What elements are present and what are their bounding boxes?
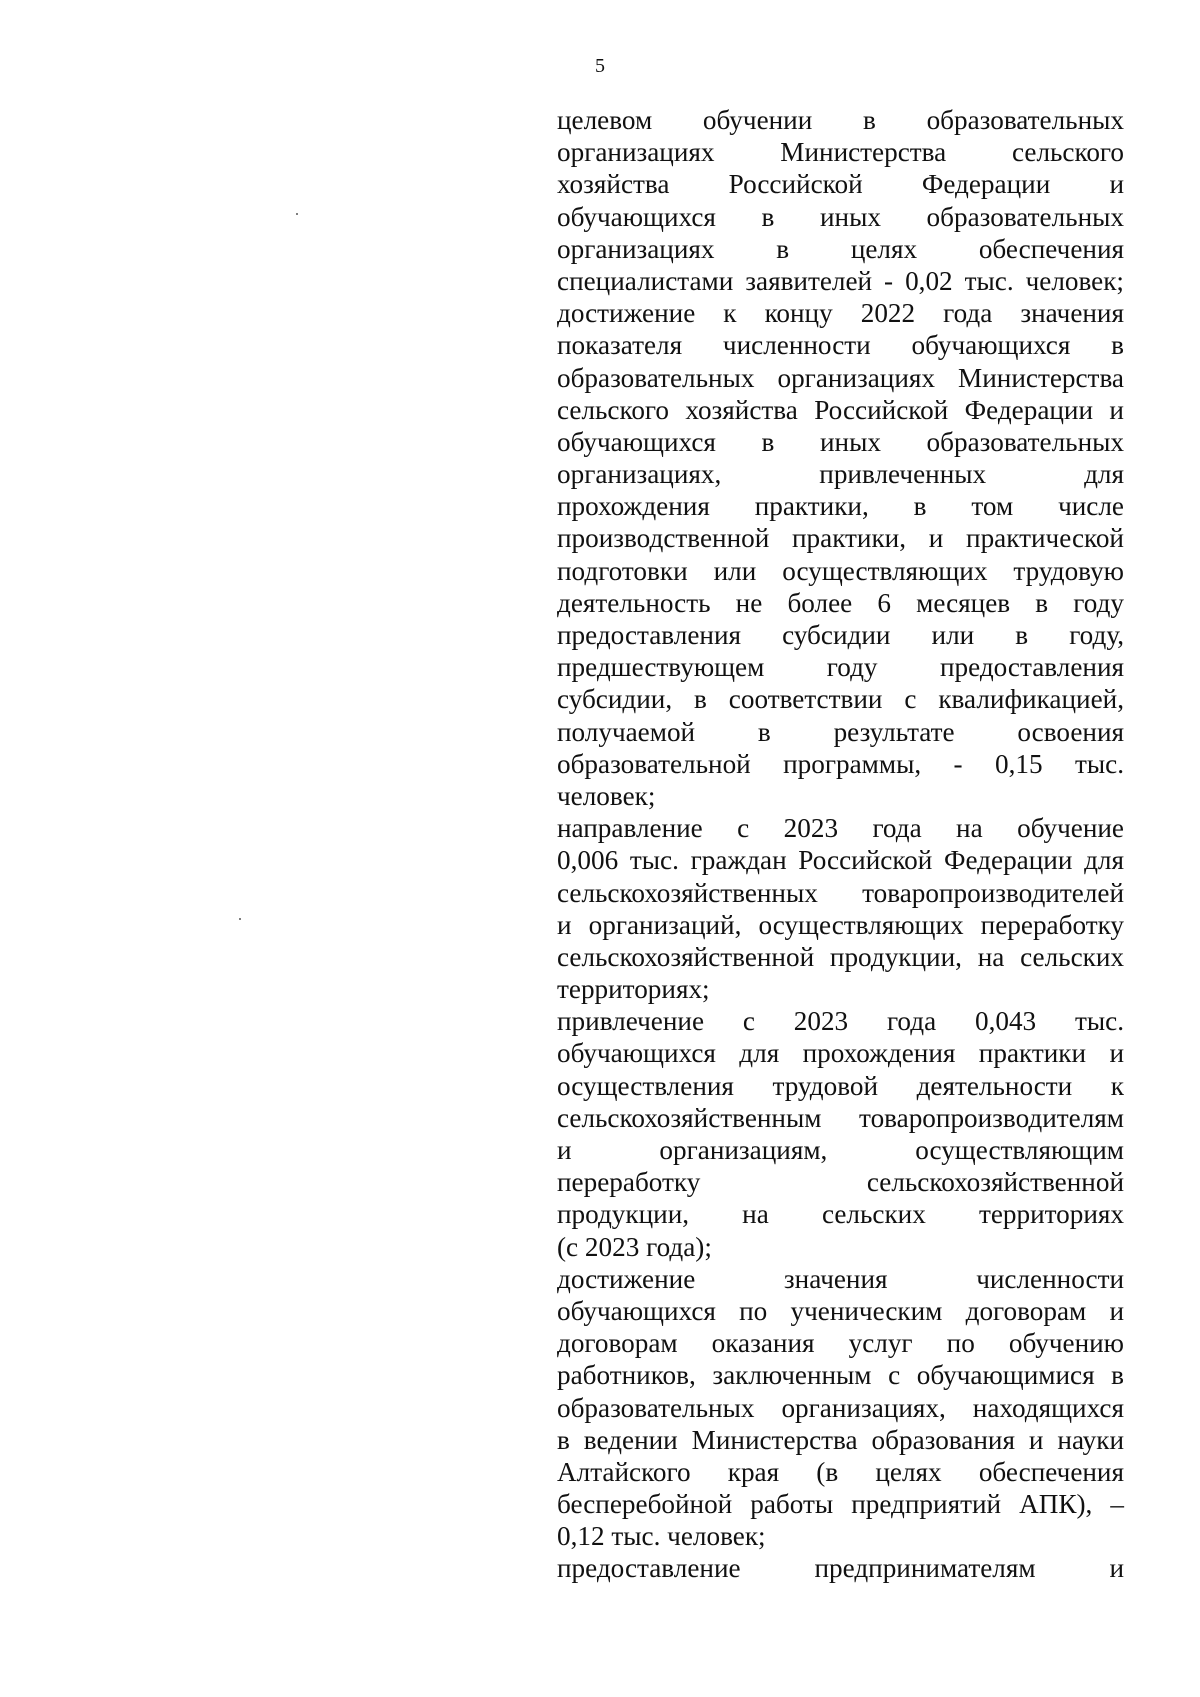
text-line: в ведении Министерства образования и науки: [557, 1424, 1124, 1455]
text-line: договорам оказания услуг по обучению: [557, 1328, 1124, 1359]
text-line: организациях в целях обеспечения: [557, 233, 1124, 264]
text-line: привлечение с 2023 года 0,043 тыс.: [557, 1006, 1124, 1037]
text-line: (с 2023 года);: [557, 1231, 712, 1262]
text-line: переработку сельскохозяйственной: [557, 1167, 1124, 1198]
text-line: субсидии, в соответствии с квалификацией,: [557, 684, 1124, 715]
text-line: организациях, привлеченных для: [557, 459, 1124, 490]
text-line: подготовки или осуществляющих трудовую: [557, 555, 1124, 586]
text-line: осуществления трудовой деятельности к: [557, 1070, 1124, 1101]
text-line: обучающихся в иных образовательных: [557, 201, 1124, 232]
text-line: целевом обучении в образовательных: [557, 105, 1124, 135]
text-line: предоставление предпринимателям и: [557, 1553, 1124, 1584]
text-line: деятельность не более 6 месяцев в году: [557, 587, 1124, 618]
text-line: бесперебойной работы предприятий АПК), –: [557, 1489, 1124, 1520]
text-line: сельскохозяйственным товаропроизводителям: [557, 1102, 1124, 1133]
text-line: сельского хозяйства Российской Федерации и: [557, 394, 1124, 425]
text-line: организациях Министерства сельского: [557, 137, 1124, 168]
text-line: производственной практики, и практической: [557, 523, 1124, 554]
text-line: образовательной программы, - 0,15 тыс.: [557, 748, 1124, 779]
scan-speck: [239, 918, 241, 920]
text-line: обучающихся в иных образовательных: [557, 426, 1124, 457]
text-line: и организациям, осуществляющим: [557, 1135, 1124, 1165]
document-text-column: [557, 104, 1124, 1585]
text-line: сельскохозяйственной продукции, на сельских: [557, 941, 1124, 972]
text-line: обучающихся для прохождения практики и: [557, 1038, 1124, 1069]
text-line: получаемой в результате освоения: [557, 716, 1124, 747]
text-line: предшествующем году предоставления: [557, 652, 1124, 683]
text-line: и организаций, осуществляющих переработку: [557, 909, 1124, 940]
text-line: предоставления субсидии или в году,: [557, 620, 1124, 650]
text-line: прохождения практики, в том числе: [557, 491, 1124, 522]
page-number: 5: [595, 55, 605, 77]
text-line: продукции, на сельских территориях: [557, 1199, 1124, 1230]
text-line: работников, заключенным с обучающимися в: [557, 1360, 1124, 1391]
text-line: достижение значения численности: [557, 1263, 1124, 1294]
text-line: 0,12 тыс. человек;: [557, 1521, 766, 1552]
text-line: сельскохозяйственных товаропроизводителей: [557, 877, 1124, 908]
text-line: человек;: [557, 780, 656, 811]
text-line: достижение к концу 2022 года значения: [557, 298, 1124, 329]
text-line: показателя численности обучающихся в: [557, 330, 1124, 361]
text-line: обучающихся по ученическим договорам и: [557, 1295, 1124, 1326]
scan-speck: [296, 213, 298, 215]
text-line: направление с 2023 года на обучение: [557, 813, 1124, 844]
text-line: территориях;: [557, 974, 710, 1005]
text-line: специалистами заявителей - 0,02 тыс. человек;: [557, 265, 1124, 296]
text-line: 0,006 тыс. граждан Российской Федерации для: [557, 845, 1124, 876]
text-line: образовательных организациях Министерства: [557, 362, 1124, 393]
text-line: образовательных организациях, находящихся: [557, 1392, 1124, 1423]
text-line: Алтайского края (в целях обеспечения: [557, 1456, 1124, 1487]
text-line: хозяйства Российской Федерации и: [557, 169, 1124, 200]
